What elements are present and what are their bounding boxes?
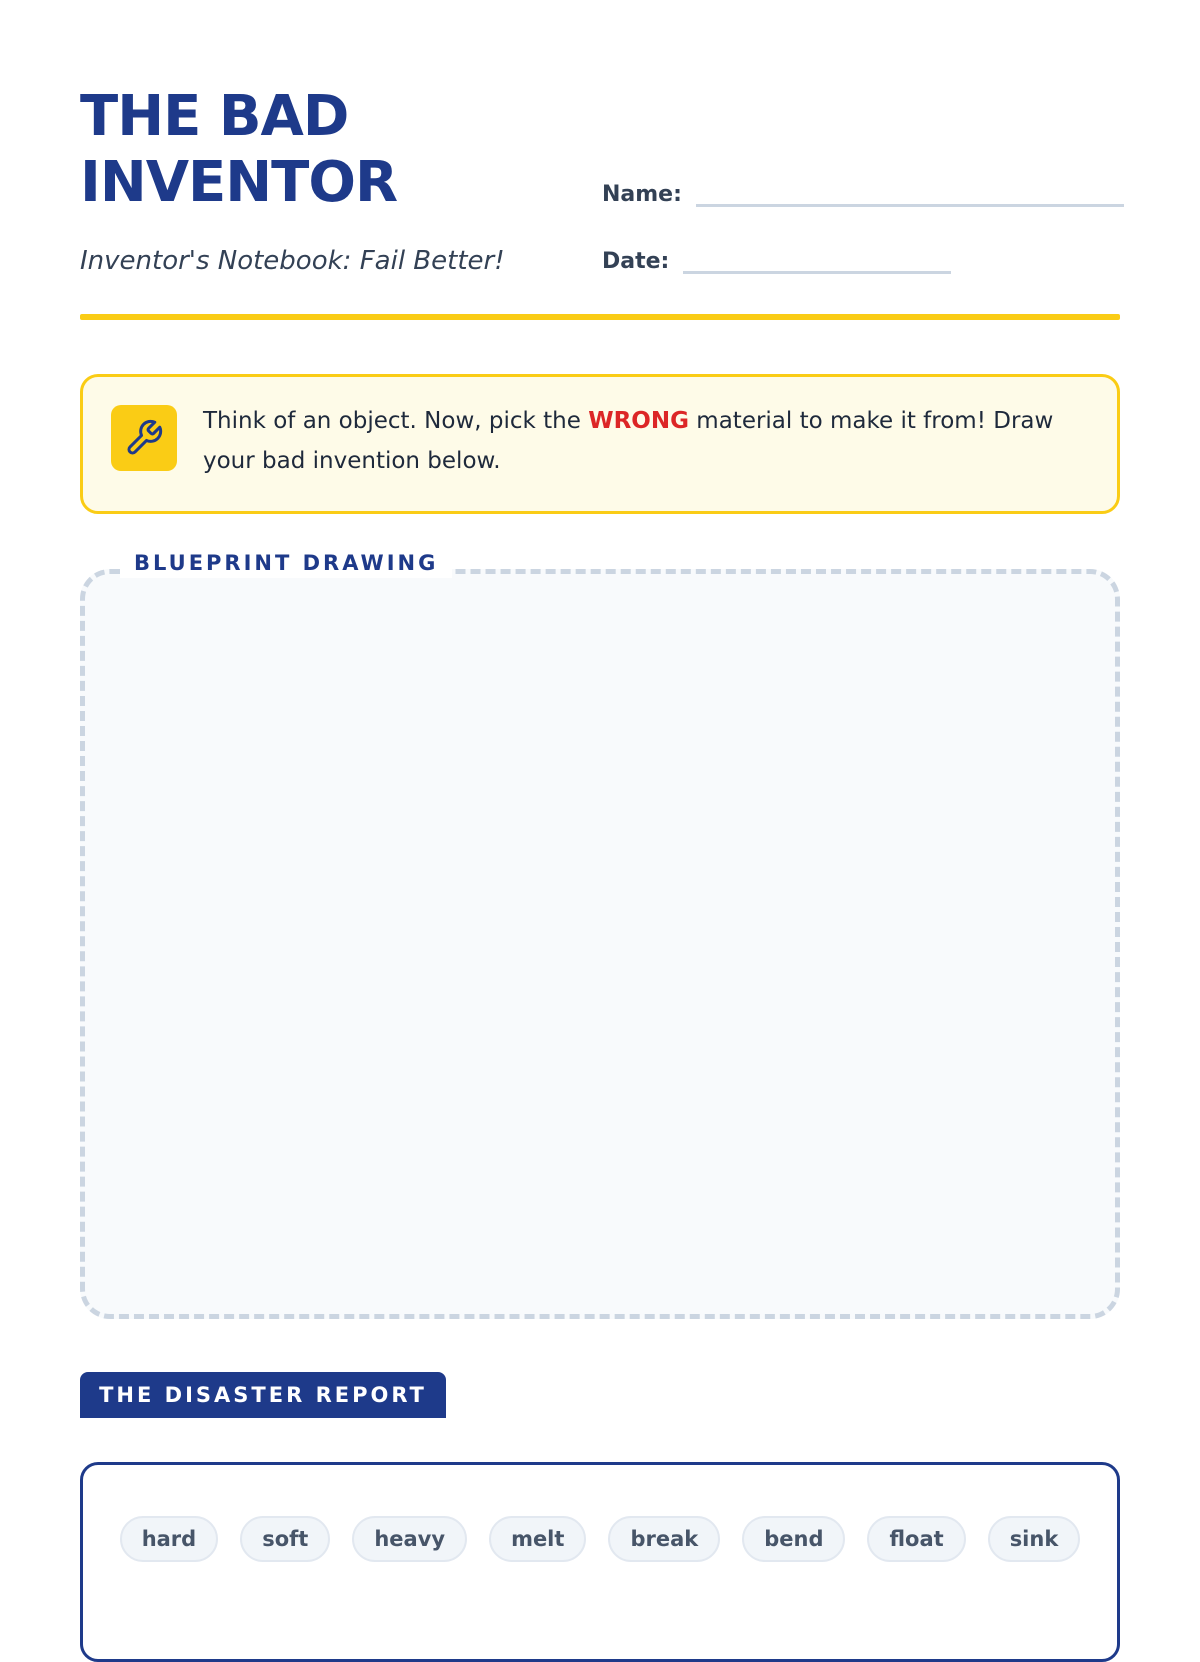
blueprint-label: BLUEPRINT DRAWING (120, 548, 452, 578)
instruction-text-after: material to make it from! Draw your bad invention below. (203, 408, 1054, 474)
word-chip-sink: sink (988, 1516, 1081, 1562)
instruction-text (203, 401, 1093, 481)
disaster-report-tab: THE DISASTER REPORT (80, 1372, 446, 1418)
word-chip-break: break (608, 1516, 720, 1562)
word-chip-hard: hard (120, 1516, 219, 1562)
page-title (80, 84, 540, 216)
wrench-icon (111, 405, 177, 471)
header-divider (80, 314, 1120, 320)
word-chip-bend: bend (742, 1516, 845, 1562)
word-chip-heavy: heavy (352, 1516, 467, 1562)
word-chip-list (80, 1516, 1120, 1562)
name-label: Name: (602, 182, 682, 207)
name-line[interactable] (696, 176, 1124, 207)
blueprint-drawing-area[interactable] (80, 569, 1120, 1319)
title-line-2: INVENTOR (80, 150, 398, 215)
worksheet-page (80, 0, 1120, 1600)
name-field (602, 176, 1124, 207)
word-chip-float: float (867, 1516, 965, 1562)
date-field (602, 243, 951, 274)
page-subtitle: Inventor's Notebook: Fail Better! (80, 246, 505, 276)
word-chip-soft: soft (240, 1516, 330, 1562)
title-line-1: THE BAD (80, 84, 349, 149)
date-label: Date: (602, 249, 670, 274)
instruction-box (80, 374, 1120, 514)
instruction-highlight: WRONG (588, 408, 689, 434)
instruction-text-before: Think of an object. Now, pick the (203, 408, 589, 434)
date-line[interactable] (683, 243, 951, 274)
word-chip-melt: melt (489, 1516, 586, 1562)
disaster-report-box (80, 1462, 1120, 1662)
